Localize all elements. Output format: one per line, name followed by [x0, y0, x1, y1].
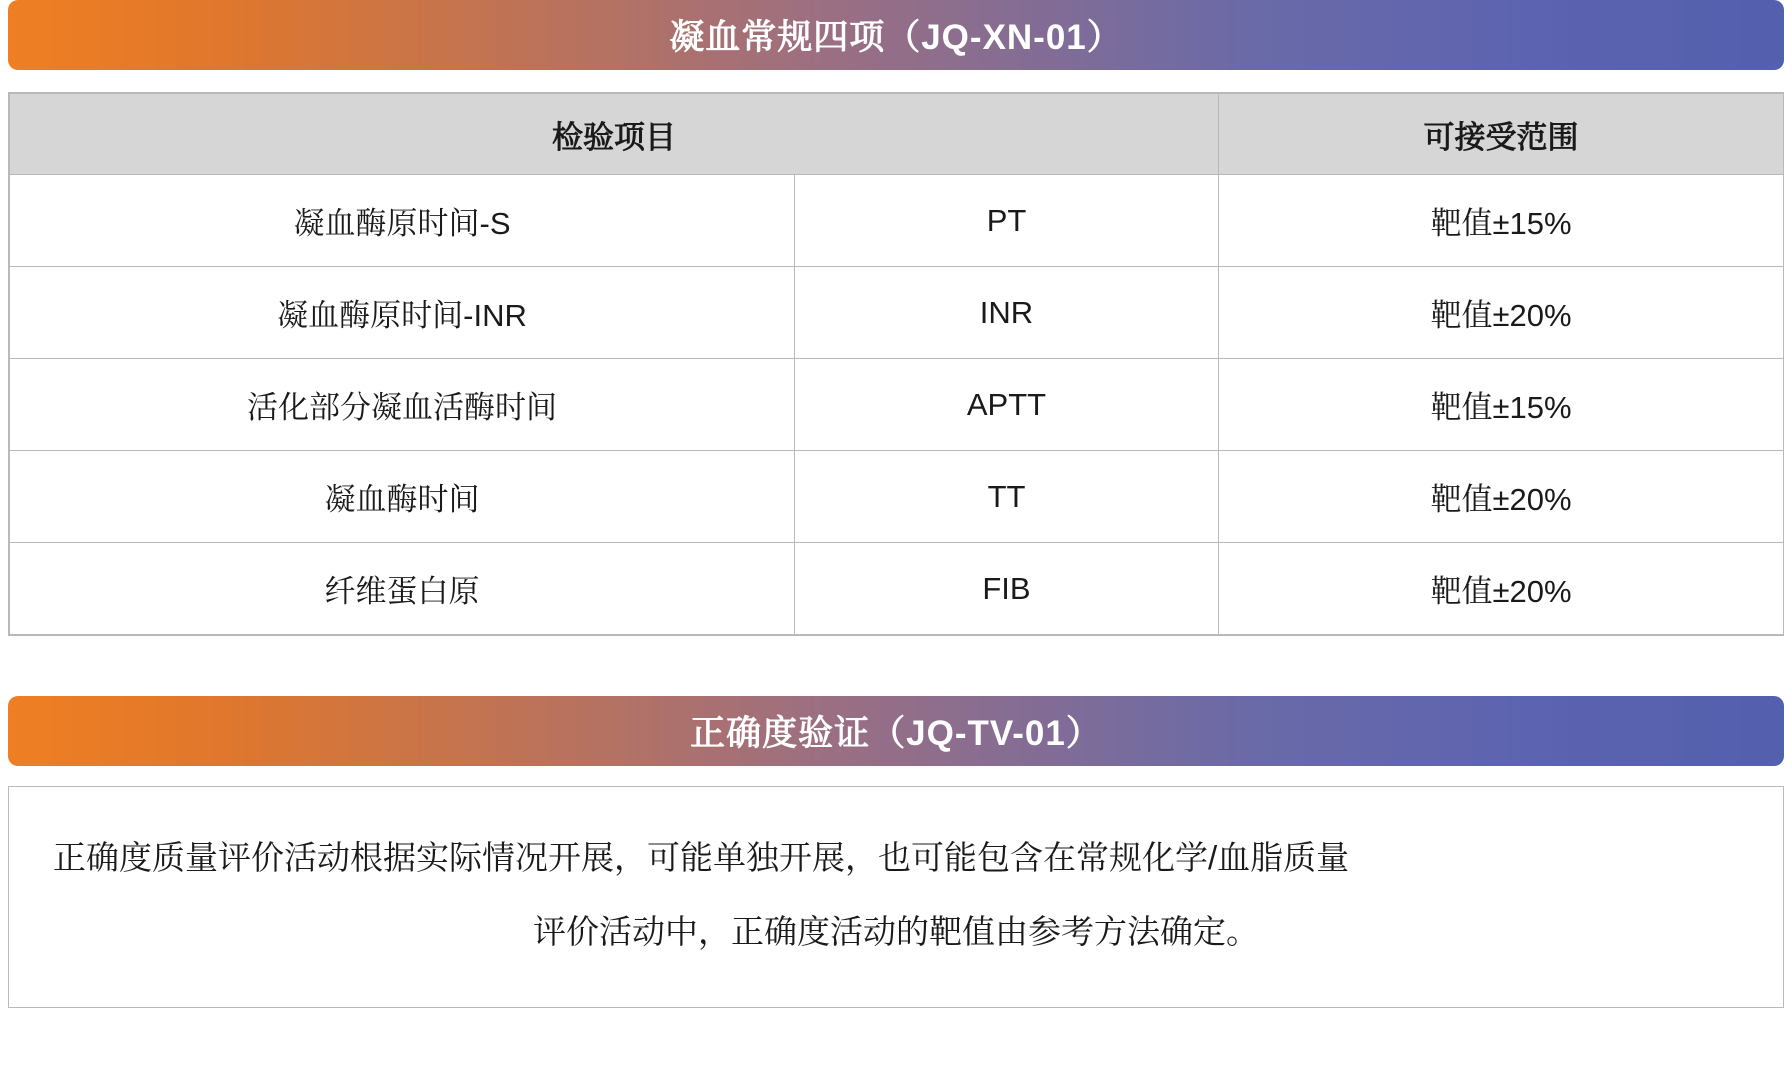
- coagulation-panel-table: [9, 93, 1784, 635]
- section-title-accuracy-verification: 正确度验证（JQ-TV-01）: [690, 714, 1102, 753]
- cell-acceptable-range: 靶值±15%: [1219, 359, 1784, 451]
- cell-acceptable-range: 靶值±20%: [1219, 267, 1784, 359]
- cell-acceptable-range: 靶值±15%: [1219, 175, 1784, 267]
- cell-test-name: 纤维蛋白原: [10, 543, 795, 635]
- cell-test-abbr: APTT: [795, 359, 1219, 451]
- section-spacer: [8, 636, 1784, 696]
- table-head: [10, 94, 1784, 175]
- cell-test-abbr: PT: [795, 175, 1219, 267]
- accuracy-verification-note-box: [8, 786, 1784, 1008]
- cell-test-name: 凝血酶时间: [10, 451, 795, 543]
- table-body: [10, 175, 1784, 635]
- section-title-coagulation-panel: 凝血常规四项（JQ-XN-01）: [669, 18, 1123, 57]
- note-line-1: 正确度质量评价活动根据实际情况开展，可能单独开展，也可能包含在常规化学/血脂质量: [53, 839, 1350, 876]
- table-row: [10, 451, 1784, 543]
- cell-acceptable-range: 靶值±20%: [1219, 543, 1784, 635]
- table-row: [10, 267, 1784, 359]
- table-row: [10, 359, 1784, 451]
- note-line-2: 评价活动中，正确度活动的靶值由参考方法确定。: [533, 913, 1259, 950]
- column-header-test-item: 检验项目: [10, 94, 1219, 175]
- cell-test-name: 凝血酶原时间-INR: [10, 267, 795, 359]
- table-row: [10, 175, 1784, 267]
- cell-test-name: 活化部分凝血活酶时间: [10, 359, 795, 451]
- cell-test-name: 凝血酶原时间-S: [10, 175, 795, 267]
- section-banner-coagulation-panel: [8, 0, 1784, 70]
- table-header-row: [10, 94, 1784, 175]
- table-row: [10, 543, 1784, 635]
- cell-test-abbr: FIB: [795, 543, 1219, 635]
- coagulation-panel-table-wrapper: [8, 92, 1784, 636]
- section-banner-accuracy-verification: [8, 696, 1784, 766]
- cell-test-abbr: INR: [795, 267, 1219, 359]
- column-header-acceptable-range: 可接受范围: [1219, 94, 1784, 175]
- cell-acceptable-range: 靶值±20%: [1219, 451, 1784, 543]
- cell-test-abbr: TT: [795, 451, 1219, 543]
